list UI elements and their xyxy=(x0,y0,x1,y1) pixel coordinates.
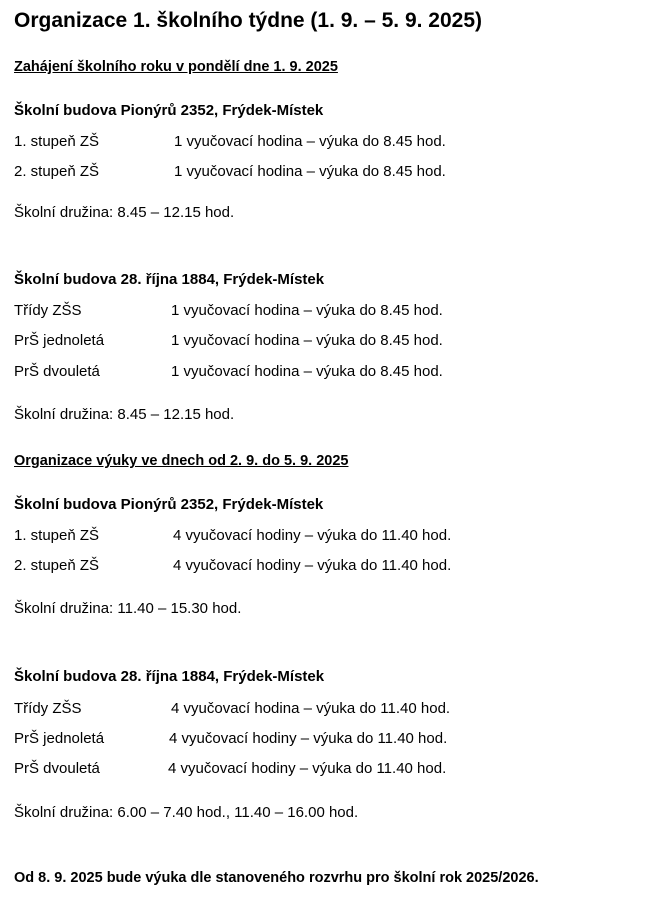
building-heading: Školní budova 28. října 1884, Frýdek-Místek xyxy=(14,668,325,685)
row-value: 1 vyučovací hodina – výuka do 8.45 hod. xyxy=(171,302,443,319)
schedule-row xyxy=(14,730,448,747)
schedule-row xyxy=(14,133,446,150)
row-value: 4 vyučovací hodina – výuka do 11.40 hod. xyxy=(171,700,451,717)
schedule-row xyxy=(14,700,451,717)
row-value: 1 vyučovací hodina – výuka do 8.45 hod. xyxy=(174,163,446,180)
row-label: Třídy ZŠS xyxy=(14,302,82,319)
row-value: 1 vyučovací hodina – výuka do 8.45 hod. xyxy=(171,363,443,380)
row-value: 4 vyučovací hodiny – výuka do 11.40 hod. xyxy=(169,730,448,747)
row-label: 2. stupeň ZŠ xyxy=(14,163,100,180)
schedule-row xyxy=(14,363,443,380)
row-label: 2. stupeň ZŠ xyxy=(14,557,100,574)
row-label: PrŠ jednoletá xyxy=(14,332,105,349)
row-value: 1 vyučovací hodina – výuka do 8.45 hod. xyxy=(174,133,446,150)
building-heading: Školní budova Pionýrů 2352, Frýdek-Místek xyxy=(14,102,324,119)
row-label: 1. stupeň ZŠ xyxy=(14,527,100,544)
section-heading-first-week: Organizace výuky ve dnech od 2. 9. do 5. 9. 2025 xyxy=(14,453,349,469)
schedule-row xyxy=(14,760,447,777)
row-value: 4 vyučovací hodiny – výuka do 11.40 hod. xyxy=(173,527,452,544)
section-heading-opening-day: Zahájení školního roku v pondělí dne 1. 9. 2025 xyxy=(14,59,338,75)
schedule-row xyxy=(14,302,443,319)
schedule-row xyxy=(14,332,443,349)
row-label: PrŠ dvouletá xyxy=(14,760,100,777)
row-value: 4 vyučovací hodiny – výuka do 11.40 hod. xyxy=(168,760,447,777)
row-label: PrŠ jednoletá xyxy=(14,730,105,747)
druzina-note: Školní družina: 6.00 – 7.40 hod., 11.40 – 16.00 hod. xyxy=(14,804,359,821)
row-label: Třídy ZŠS xyxy=(14,700,82,717)
page-title: Organizace 1. školního týdne (1. 9. – 5. 9. 2025) xyxy=(14,9,483,32)
row-label: 1. stupeň ZŠ xyxy=(14,133,100,150)
row-value: 1 vyučovací hodina – výuka do 8.45 hod. xyxy=(171,332,443,349)
row-value: 4 vyučovací hodiny – výuka do 11.40 hod. xyxy=(173,557,452,574)
druzina-note: Školní družina: 8.45 – 12.15 hod. xyxy=(14,204,235,221)
druzina-note: Školní družina: 8.45 – 12.15 hod. xyxy=(14,406,235,423)
footer-note: Od 8. 9. 2025 bude výuka dle stanoveného rozvrhu pro školní rok 2025/2026. xyxy=(14,870,539,886)
druzina-note: Školní družina: 11.40 – 15.30 hod. xyxy=(14,600,242,617)
schedule-row xyxy=(14,527,452,544)
row-label: PrŠ dvouletá xyxy=(14,363,100,380)
schedule-row xyxy=(14,557,452,574)
building-heading: Školní budova 28. října 1884, Frýdek-Místek xyxy=(14,271,325,288)
building-heading: Školní budova Pionýrů 2352, Frýdek-Místek xyxy=(14,496,324,513)
schedule-row xyxy=(14,163,446,180)
